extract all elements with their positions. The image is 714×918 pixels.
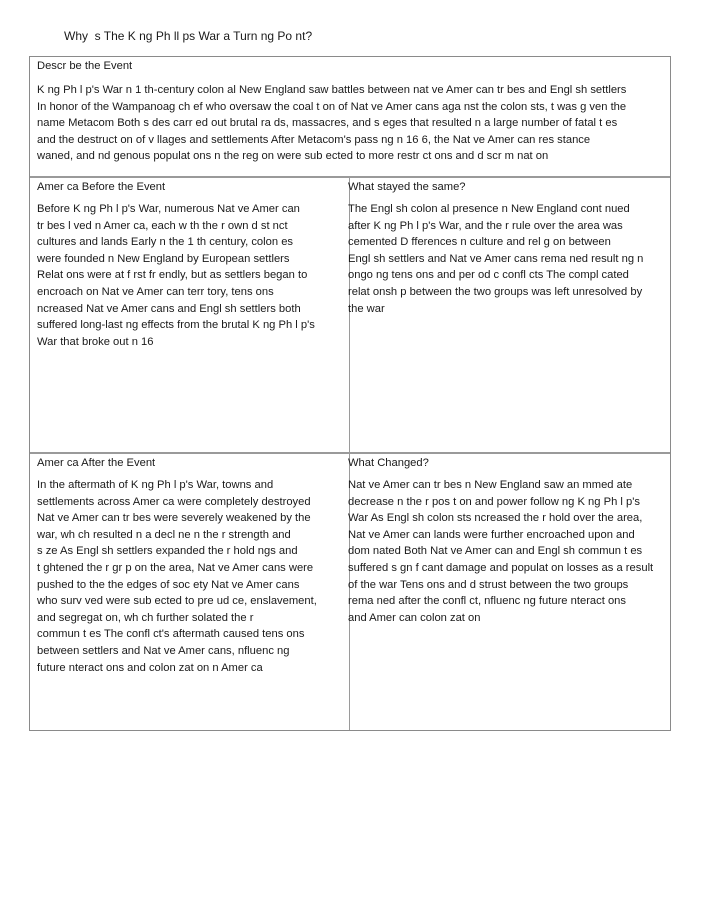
america-before-box bbox=[30, 178, 350, 454]
what-changed-box bbox=[341, 454, 670, 730]
describe-event-box bbox=[30, 57, 670, 178]
what-changed-text: Nat ve Amer can tr bes n New England saw an mmed ate decrease n the r pos t on and power follow ng K ng Ph l p's War As Engl sh colon sts ncreased the r hold over the area, Nat ve Amer can lands were further encroached upon and dom nated Both Nat ve Amer can and Engl sh commun t es suffered s gn f cant damage and populat on losses as a result of the war Tens ons and d strust between the two groups rema ned after the confl ct, nfluenc ng future nteract ons and Amer can colon zat on bbox=[348, 479, 654, 624]
page-title: Why s The K ng Ph ll ps War a Turn ng Po nt? bbox=[64, 29, 313, 43]
america-before-label: Amer ca Before the Event bbox=[37, 181, 166, 193]
america-before-text: Before K ng Ph l p's War, numerous Nat ve Amer can tr bes l ved n Amer ca, each w th the r own d st nct cultures and lands Early n the 1 th century, colon es were founded n New England by European settlers Relat ons were at f rst fr endly, but as settlers began to encroach on Nat ve Amer can terr tory, tens ons ncreased Nat ve Amer cans and Engl sh settlers both suffered long-last ng effects from the brutal K ng Ph l p's War that broke out n 16 bbox=[37, 203, 315, 348]
america-after-box bbox=[30, 454, 350, 730]
worksheet-table bbox=[29, 56, 671, 731]
stayed-same-text: The Engl sh colon al presence n New England cont nued after K ng Ph l p's War, and the r rule over the area was cemented D fferences n culture and rel g on between Engl sh settlers and Nat ve Amer cans rema ned result ng n ongo ng tens ons and per od c confl cts The compl cated relat onsh p between the two groups was left unresolved by the war bbox=[348, 203, 644, 315]
describe-event-label: Descr be the Event bbox=[37, 60, 133, 72]
describe-event-text: K ng Ph l p's War n 1 th-century colon al New England saw battles between nat ve Amer can tr bes and Engl sh settlers In honor of the Wampanoag ch ef who oversaw the coal t on of Nat ve Amer cans aga nst the colon sts, t was g ven the name Metacom Both s des carr ed out brutal ra ds, massacres, and s eges that resulted n a large number of fatal t es and the destruct on of v llages and settlements After Metacom's pass ng n 16 6, the Nat ve Amer can res stance waned, and nd genous populat ons n the reg on were sub ected to more restr ct ons and d scr m nat on bbox=[37, 84, 627, 163]
stayed-same-box bbox=[341, 178, 670, 454]
what-changed-label: What Changed? bbox=[348, 457, 429, 469]
stayed-same-label: What stayed the same? bbox=[348, 181, 466, 193]
america-after-label: Amer ca After the Event bbox=[37, 457, 156, 469]
america-after-text: In the aftermath of K ng Ph l p's War, towns and settlements across Amer ca were completely destroyed Nat ve Amer can tr bes were severely weakened by the war, wh ch resulted n a decl ne n the r strength and s ze As Engl sh settlers expanded the r hold ngs and t ghtened the r gr p on the area, Nat ve Amer cans were pushed to the the edges of soc ety Nat ve Amer cans who surv ved were sub ected to pre ud ce, enslavement, and segregat on, wh ch further solated the r commun t es The confl ct's aftermath caused tens ons between settlers and Nat ve Amer cans, nfluenc ng future nteract ons and colon zat on n Amer ca bbox=[37, 479, 317, 674]
